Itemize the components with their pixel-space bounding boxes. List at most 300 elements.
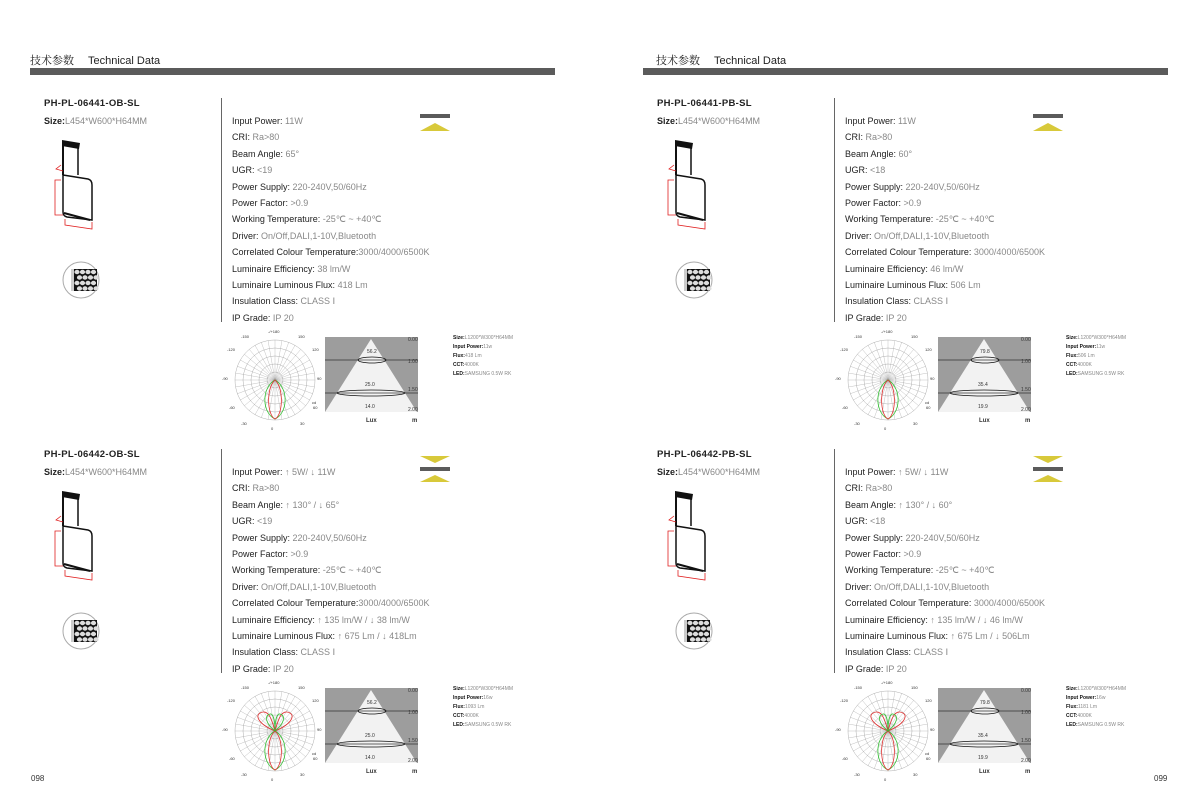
summary-value: 16w — [1096, 695, 1106, 701]
spec-row — [845, 312, 907, 328]
spec-label: Power Factor: — [845, 549, 902, 559]
polar-angle-label: -60 — [842, 756, 848, 761]
lux-value: 25.0 — [365, 733, 375, 739]
polar-angle-label: 90 — [930, 727, 935, 732]
spec-value: CLASS Ⅰ — [298, 647, 336, 658]
spec-label: Power Factor: — [232, 198, 289, 208]
spec-row — [845, 164, 885, 180]
summary-label: Size: — [453, 335, 465, 341]
spec-label: Insulation Class: — [845, 296, 912, 307]
spec-row — [845, 482, 892, 498]
spec-value: 46 lm/W — [927, 263, 964, 274]
light-direction-down-icon — [420, 114, 450, 137]
column-divider — [834, 98, 835, 322]
spec-label: Luminaire Luminous Flux: — [232, 631, 336, 641]
distance-value: 1.50 — [1021, 738, 1031, 744]
lux-axis-label: Lux — [366, 769, 377, 775]
spec-label: IP Grade: — [232, 312, 271, 323]
polar-angle-label: -90 — [222, 376, 228, 381]
spec-value: CLASS Ⅰ — [911, 296, 949, 307]
m-axis-label: m — [412, 418, 418, 424]
polar-angle-label: 120 — [925, 347, 932, 352]
spec-label: IP Grade: — [845, 312, 884, 323]
spec-row — [845, 295, 948, 311]
spec-label: Power Supply: — [845, 532, 904, 543]
polar-angle-label: -30 — [854, 772, 860, 777]
spec-value: ↑ 135 lm/W / ↓ 38 lm/W — [314, 614, 410, 625]
model-name: PH-PL-06442-OB-SL — [44, 449, 140, 460]
spec-row — [845, 564, 994, 580]
spec-row — [845, 581, 989, 597]
size-label: Size: — [44, 467, 66, 477]
light-direction-down-icon — [1033, 114, 1063, 137]
lux-axis-label: Lux — [366, 418, 377, 424]
spec-value: On/Off,DALI,1-10V,Bluetooth — [871, 230, 990, 241]
spec-value: 220-240V,50/60Hz — [290, 181, 367, 192]
spec-value: >0.9 — [901, 549, 922, 559]
spec-row — [845, 246, 1045, 262]
spec-row — [232, 532, 367, 548]
spec-label: Beam Angle: — [232, 499, 284, 510]
spec-value: IP 20 — [270, 663, 294, 674]
polar-angle-label: 0 — [271, 426, 274, 431]
summary-value: L1200*W300*H64MM — [464, 686, 514, 692]
polar-angle-label: 120 — [925, 698, 932, 703]
spec-label: Driver: — [232, 581, 259, 592]
summary-label: Input Power: — [453, 695, 484, 701]
polar-angle-label: 30 — [913, 421, 918, 426]
spec-label: Luminaire Efficiency: — [845, 614, 928, 625]
spec-value: ↑ 5W/ ↓ 11W — [895, 467, 949, 477]
polar-angle-label: -30 — [854, 421, 860, 426]
spec-label: UGR: — [232, 516, 255, 527]
polar-angle-label: -30 — [241, 421, 247, 426]
spec-row — [845, 213, 994, 229]
polar-angle-label: -/+180 — [881, 680, 893, 685]
spec-row — [845, 614, 1023, 630]
spec-label: Driver: — [232, 230, 259, 241]
polar-angle-label: -30 — [241, 772, 247, 777]
lux-axis-label: Lux — [979, 769, 990, 775]
polar-light-distribution-chart — [841, 684, 936, 784]
spec-row — [845, 646, 948, 662]
polar-angle-label: -150 — [241, 334, 250, 339]
spec-row — [232, 164, 272, 180]
product-drawing — [50, 486, 105, 586]
column-divider — [834, 449, 835, 673]
spec-value: -25℃ ~ +40℃ — [933, 565, 995, 576]
spec-label: CRI: — [232, 132, 250, 143]
spec-label: Input Power: — [845, 116, 896, 126]
spec-label: IP Grade: — [232, 663, 271, 674]
spec-row — [232, 646, 335, 662]
spec-row — [232, 614, 410, 630]
spec-row — [845, 115, 916, 131]
spec-label: CRI: — [845, 132, 863, 143]
header-cn: 技术参数 — [30, 55, 74, 67]
polar-angle-label: -60 — [229, 756, 235, 761]
polar-angle-label: 90 — [317, 376, 322, 381]
spec-value: <18 — [867, 516, 886, 527]
summary-row — [453, 721, 513, 730]
diffuser-texture-icon — [62, 612, 100, 655]
summary-value: 4000K — [1077, 362, 1092, 368]
spec-label: Beam Angle: — [845, 148, 897, 159]
summary-row — [453, 703, 513, 712]
spec-label: Luminaire Luminous Flux: — [232, 280, 336, 290]
polar-angle-label: 60 — [313, 756, 318, 761]
spec-value: Ra>80 — [863, 132, 893, 143]
summary-value: L1200*W300*H64MM — [1077, 335, 1127, 341]
summary-row — [1066, 334, 1126, 343]
polar-angle-label: 0 — [884, 777, 887, 782]
size-label: Size: — [44, 116, 66, 126]
polar-angle-label: -90 — [835, 727, 841, 732]
spec-label: Power Supply: — [845, 181, 904, 192]
summary-label: Size: — [1066, 686, 1078, 692]
polar-angle-label: 60 — [926, 756, 931, 761]
polar-angle-label: 60 — [926, 405, 931, 410]
summary-value: L1200*W300*H64MM — [464, 335, 514, 341]
polar-angle-label: -120 — [840, 698, 849, 703]
spec-value: IP 20 — [883, 312, 907, 323]
spec-row — [232, 131, 279, 147]
spec-value: ↑ 675 Lm / ↓ 418Lm — [335, 631, 417, 641]
polar-unit-label: cd — [925, 751, 930, 756]
polar-angle-label: 120 — [312, 698, 319, 703]
summary-label: Size: — [1066, 335, 1078, 341]
summary-label: Flux: — [453, 353, 465, 359]
summary-row — [1066, 721, 1126, 730]
spec-label: UGR: — [845, 165, 868, 176]
spec-value: Ra>80 — [250, 132, 280, 143]
lux-value: 19.9 — [978, 404, 988, 410]
distance-value: 1.00 — [1021, 710, 1031, 716]
model-name: PH-PL-06442-PB-SL — [657, 449, 752, 460]
spec-row — [232, 148, 299, 164]
polar-angle-label: 150 — [911, 685, 918, 690]
summary-label: LED: — [1066, 371, 1078, 377]
spec-label: Working Temperature: — [845, 214, 934, 225]
polar-angle-label: 30 — [300, 772, 305, 777]
spec-value: 3000/4000/6500K — [358, 247, 430, 258]
spec-row — [845, 466, 948, 482]
summary-value: 506 Lm — [1077, 353, 1095, 359]
spec-value: 3000/4000/6500K — [971, 247, 1045, 258]
spec-value: 3000/4000/6500K — [971, 598, 1045, 609]
spec-row — [232, 295, 335, 311]
size-line — [44, 116, 147, 126]
distance-value: 1.00 — [408, 710, 418, 716]
summary-value: 1093 Lm — [464, 704, 485, 710]
summary-row — [1066, 685, 1126, 694]
spec-row — [232, 564, 381, 580]
summary-row — [1066, 712, 1126, 721]
polar-angle-label: 150 — [911, 334, 918, 339]
spec-label: UGR: — [845, 516, 868, 527]
distance-value: 1.00 — [408, 359, 418, 365]
distance-value: 0.00 — [1021, 337, 1031, 343]
spec-row — [845, 597, 1045, 613]
summary-label: LED: — [1066, 722, 1078, 728]
polar-angle-label: -60 — [229, 405, 235, 410]
summary-row — [1066, 694, 1126, 703]
polar-angle-label: 150 — [298, 334, 305, 339]
spec-label: CRI: — [232, 483, 250, 494]
spec-row — [232, 466, 335, 482]
polar-unit-label: cd — [312, 400, 317, 405]
spec-row — [232, 115, 303, 131]
m-axis-label: m — [412, 769, 418, 775]
spec-label: Power Factor: — [232, 549, 289, 559]
spec-value: 65° — [283, 148, 300, 159]
size-line — [44, 467, 147, 477]
spec-value: 506 Lm — [948, 280, 981, 290]
spec-value: ↑ 130° / ↓ 60° — [896, 499, 953, 510]
polar-angle-label: -120 — [227, 698, 236, 703]
polar-angle-label: -150 — [854, 334, 863, 339]
lux-value: 35.4 — [978, 733, 988, 739]
spec-label: Correlated Colour Temperature: — [845, 247, 972, 258]
distance-value: 2.00 — [1021, 758, 1031, 764]
summary-label: Input Power: — [453, 344, 484, 350]
spec-row — [232, 246, 429, 262]
summary-label: Flux: — [1066, 704, 1078, 710]
spec-value: >0.9 — [288, 198, 309, 208]
spec-label: Correlated Colour Temperature: — [232, 598, 359, 609]
lux-value: 56.2 — [367, 349, 377, 355]
spec-row — [845, 630, 1030, 646]
spec-value: -25℃ ~ +40℃ — [320, 214, 382, 225]
polar-angle-label: -150 — [241, 685, 250, 690]
polar-angle-label: -120 — [227, 347, 236, 352]
distance-value: 0.00 — [1021, 688, 1031, 694]
spec-value: 60° — [896, 148, 913, 159]
spec-value: <19 — [254, 516, 273, 527]
size-label: Size: — [657, 467, 679, 477]
spec-row — [845, 263, 963, 279]
spec-value: 418 Lm — [335, 280, 368, 290]
distance-value: 1.50 — [408, 738, 418, 744]
size-value: L454*W600*H64MM — [65, 467, 148, 477]
spec-value: Ra>80 — [250, 483, 280, 494]
spec-row — [232, 279, 368, 295]
spec-row — [845, 663, 907, 679]
spec-label: Power Factor: — [845, 198, 902, 208]
distance-value: 2.00 — [1021, 407, 1031, 413]
spec-value: ↑ 5W/ ↓ 11W — [282, 467, 336, 477]
summary-label: CCT: — [453, 362, 465, 368]
polar-angle-label: -/+180 — [881, 329, 893, 334]
spec-row — [232, 597, 429, 613]
summary-value: L1200*W300*H64MM — [1077, 686, 1127, 692]
distance-value: 1.50 — [408, 387, 418, 393]
size-label: Size: — [657, 116, 679, 126]
summary-row — [453, 334, 513, 343]
page-number-left: 098 — [31, 774, 45, 783]
distance-value: 1.50 — [1021, 387, 1031, 393]
spec-row — [232, 663, 294, 679]
spec-row — [845, 148, 912, 164]
column-divider — [221, 98, 222, 322]
summary-label: LED: — [453, 722, 465, 728]
summary-value: SAMSUNG 0.5W RK — [1077, 722, 1125, 728]
polar-unit-label: cd — [312, 751, 317, 756]
polar-angle-label: -90 — [222, 727, 228, 732]
spec-label: Driver: — [845, 230, 872, 241]
spec-value: 11W — [895, 116, 916, 126]
summary-row — [1066, 703, 1126, 712]
spec-value: IP 20 — [270, 312, 294, 323]
polar-angle-label: -90 — [835, 376, 841, 381]
m-axis-label: m — [1025, 418, 1031, 424]
size-value: L454*W600*H64MM — [65, 116, 148, 126]
spec-value: On/Off,DALI,1-10V,Bluetooth — [258, 230, 377, 241]
spec-value: ↑ 675 Lm / ↓ 506Lm — [948, 631, 1030, 641]
spec-label: Correlated Colour Temperature: — [845, 598, 972, 609]
summary-value: 4000K — [1077, 713, 1092, 719]
spec-value: >0.9 — [288, 549, 309, 559]
summary-label: CCT: — [1066, 713, 1078, 719]
summary-value: SAMSUNG 0.5W RK — [464, 722, 512, 728]
spec-row — [845, 515, 885, 531]
spec-value: >0.9 — [901, 198, 922, 208]
polar-angle-label: 30 — [300, 421, 305, 426]
spec-row — [845, 197, 921, 213]
spec-value: On/Off,DALI,1-10V,Bluetooth — [258, 581, 377, 592]
m-axis-label: m — [1025, 769, 1031, 775]
spec-row — [845, 131, 892, 147]
spec-row — [232, 213, 381, 229]
spec-label: Working Temperature: — [845, 565, 934, 576]
spec-row — [845, 181, 980, 197]
model-name: PH-PL-06441-PB-SL — [657, 98, 752, 109]
polar-angle-label: 60 — [313, 405, 318, 410]
spec-label: Luminaire Luminous Flux: — [845, 280, 949, 290]
distance-value: 1.00 — [1021, 359, 1031, 365]
distance-value: 0.00 — [408, 688, 418, 694]
polar-angle-label: 150 — [298, 685, 305, 690]
test-summary — [453, 685, 513, 730]
summary-label: CCT: — [453, 713, 465, 719]
spec-label: Driver: — [845, 581, 872, 592]
spec-row — [232, 181, 367, 197]
spec-value: On/Off,DALI,1-10V,Bluetooth — [871, 581, 990, 592]
spec-row — [232, 499, 339, 515]
spec-value: 38 lm/W — [314, 263, 351, 274]
column-divider — [221, 449, 222, 673]
spec-label: IP Grade: — [845, 663, 884, 674]
spec-value: -25℃ ~ +40℃ — [320, 565, 382, 576]
distance-value: 0.00 — [408, 337, 418, 343]
spec-value: 220-240V,50/60Hz — [903, 532, 980, 543]
polar-unit-label: cd — [925, 400, 930, 405]
spec-label: Input Power: — [845, 467, 896, 477]
summary-row — [453, 685, 513, 694]
size-value: L454*W600*H64MM — [678, 116, 761, 126]
lux-value: 79.8 — [980, 349, 990, 355]
spec-row — [232, 548, 308, 564]
summary-label: Size: — [453, 686, 465, 692]
summary-label: Input Power: — [1066, 695, 1097, 701]
spec-label: Beam Angle: — [232, 148, 284, 159]
polar-angle-label: -120 — [840, 347, 849, 352]
summary-value: 4000K — [464, 713, 479, 719]
size-line — [657, 467, 760, 477]
spec-value: 220-240V,50/60Hz — [903, 181, 980, 192]
spec-row — [232, 581, 376, 597]
distance-value: 2.00 — [408, 407, 418, 413]
summary-value: 1181 Lm — [1077, 704, 1098, 710]
lux-value: 19.9 — [978, 755, 988, 761]
spec-value: 220-240V,50/60Hz — [290, 532, 367, 543]
lux-value: 35.4 — [978, 382, 988, 388]
spec-row — [232, 482, 279, 498]
spec-label: Power Supply: — [232, 532, 291, 543]
spec-row — [845, 279, 981, 295]
summary-value: 418 Lm — [464, 353, 482, 359]
summary-label: Flux: — [1066, 353, 1078, 359]
light-direction-up-down-icon — [1033, 454, 1063, 489]
header-en: Technical Data — [714, 55, 787, 67]
spec-value: CLASS Ⅰ — [911, 647, 949, 658]
spec-row — [232, 230, 376, 246]
spec-label: Input Power: — [232, 116, 283, 126]
summary-row — [453, 712, 513, 721]
spec-label: Luminaire Efficiency: — [232, 614, 315, 625]
polar-angle-label: -150 — [854, 685, 863, 690]
spec-label: Beam Angle: — [845, 499, 897, 510]
header-en: Technical Data — [88, 55, 161, 67]
spec-value: -25℃ ~ +40℃ — [933, 214, 995, 225]
product-drawing — [663, 486, 718, 586]
spec-value: ↑ 130° / ↓ 65° — [283, 499, 340, 510]
spec-row — [232, 263, 350, 279]
distance-value: 2.00 — [408, 758, 418, 764]
spec-row — [845, 230, 989, 246]
model-name: PH-PL-06441-OB-SL — [44, 98, 140, 109]
diffuser-texture-icon — [675, 612, 713, 655]
spec-row — [232, 197, 308, 213]
spec-label: Correlated Colour Temperature: — [232, 247, 359, 258]
product-drawing — [663, 135, 718, 235]
summary-value: 4000K — [464, 362, 479, 368]
spec-label: Luminaire Efficiency: — [232, 263, 315, 274]
polar-angle-label: 90 — [930, 376, 935, 381]
spec-value: ↑ 135 lm/W / ↓ 46 lm/W — [927, 614, 1023, 625]
polar-light-distribution-chart — [228, 684, 323, 784]
spec-value: <19 — [254, 165, 273, 176]
lux-value: 14.0 — [365, 755, 375, 761]
product-drawing — [50, 135, 105, 235]
spec-label: UGR: — [232, 165, 255, 176]
lux-value: 14.0 — [365, 404, 375, 410]
diffuser-texture-icon — [62, 261, 100, 304]
test-summary — [1066, 685, 1126, 730]
summary-value: SAMSUNG 0.5W RK — [464, 371, 512, 377]
spec-label: Working Temperature: — [232, 565, 321, 576]
spec-label: Insulation Class: — [232, 647, 299, 658]
spec-row — [232, 312, 294, 328]
product-block — [643, 0, 1168, 431]
polar-angle-label: 120 — [312, 347, 319, 352]
polar-angle-label: -/+180 — [268, 680, 280, 685]
spec-row — [232, 630, 417, 646]
polar-angle-label: 0 — [271, 777, 274, 782]
summary-label: Flux: — [453, 704, 465, 710]
spec-value: 3000/4000/6500K — [358, 598, 430, 609]
spec-label: Power Supply: — [232, 181, 291, 192]
